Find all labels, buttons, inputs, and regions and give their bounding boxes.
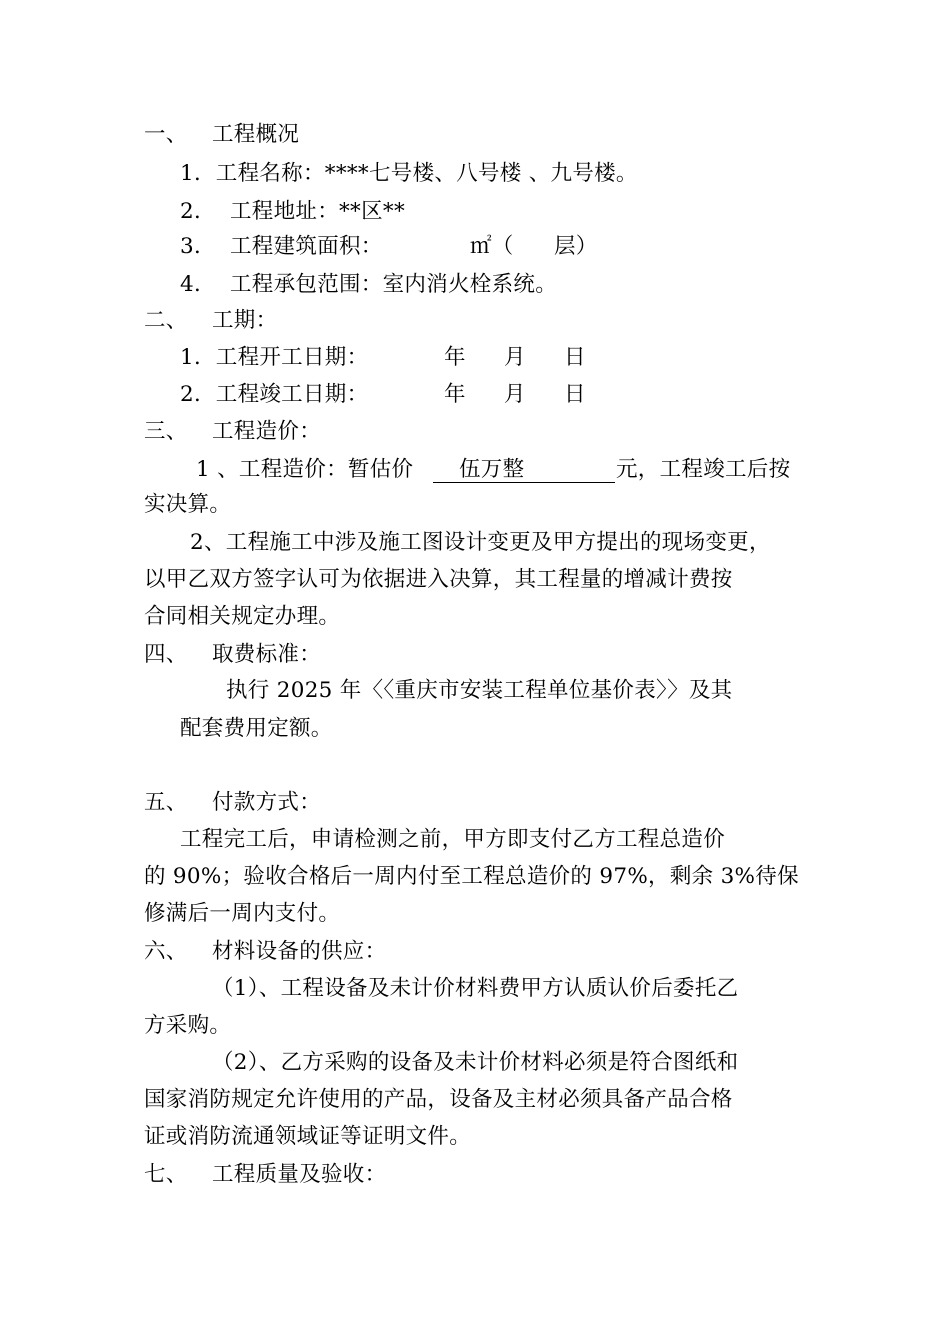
payment-line-2: 的 90%；验收合格后一周内付至工程总造价的 97%，剩余 3%待保 [144, 864, 799, 889]
section-1-heading: 工程概况 [212, 122, 300, 147]
section-7-heading: 工程质量及验收： [212, 1162, 387, 1187]
project-scope-line: 工程承包范围：室内消火栓系统。 [230, 272, 558, 297]
fee-standard-line-2: 配套费用定额。 [180, 716, 333, 741]
payment-line-1: 工程完工后，申请检测之前，甲方即支付乙方工程总造价 [180, 827, 726, 852]
project-area-label: 工程建筑面积： [230, 234, 383, 259]
section-3-number: 三、 [144, 419, 188, 444]
section-7-number: 七、 [144, 1162, 188, 1187]
supply-item-1-line-2: 方采购。 [144, 1013, 232, 1038]
project-address-number: 2． [180, 199, 216, 224]
section-4-heading: 取费标准： [212, 642, 322, 667]
payment-line-3: 修满后一周内支付。 [144, 901, 341, 926]
price-line-suffix: 元，工程竣工后按 [616, 457, 791, 482]
section-1-number: 一、 [144, 122, 188, 147]
change-paragraph-line-1: 2、工程施工中涉及施工图设计变更及甲方提出的现场变更， [190, 530, 771, 555]
fee-standard-line-1: 执行 2025 年〈〈重庆市安装工程单位基价表〉〉及其 [226, 678, 733, 703]
end-date-label: 2．工程竣工日期： [180, 382, 369, 407]
end-date-month: 月 [504, 382, 526, 407]
price-line-2: 实决算。 [144, 492, 232, 517]
project-area-floors: 层） [554, 234, 598, 259]
supply-item-2-line-1: （2）、乙方采购的设备及未计价材料必须是符合图纸和 [212, 1050, 739, 1075]
project-address-line: 工程地址：**区** [230, 199, 406, 224]
end-date-year: 年 [444, 382, 466, 407]
section-2-number: 二、 [144, 308, 188, 333]
section-2-heading: 工期： [212, 308, 278, 333]
section-6-number: 六、 [144, 939, 188, 964]
project-area-number: 3． [180, 234, 216, 259]
project-area-unit: ㎡（ [470, 234, 514, 259]
start-date-day: 日 [564, 345, 586, 370]
change-paragraph-line-3: 合同相关规定办理。 [144, 604, 341, 629]
supply-item-2-line-3: 证或消防流通领域证等证明文件。 [144, 1124, 472, 1149]
project-name-line: 1．工程名称：****七号楼、八号楼 、九号楼。 [180, 161, 638, 186]
project-scope-number: 4． [180, 272, 216, 297]
change-paragraph-line-2: 以甲乙双方签字认可为依据进入决算，其工程量的增减计费按 [144, 567, 733, 592]
section-5-number: 五、 [144, 790, 188, 815]
start-date-label: 1．工程开工日期： [180, 345, 369, 370]
section-6-heading: 材料设备的供应： [212, 939, 387, 964]
start-date-month: 月 [504, 345, 526, 370]
section-4-number: 四、 [144, 642, 188, 667]
supply-item-2-line-2: 国家消防规定允许使用的产品，设备及主材必须具备产品合格 [144, 1087, 733, 1112]
section-5-heading: 付款方式： [212, 790, 322, 815]
supply-item-1-line-1: （1）、工程设备及未计价材料费甲方认质认价后委托乙 [212, 976, 739, 1001]
price-amount: 伍万整 [433, 458, 615, 483]
section-3-heading: 工程造价： [212, 419, 322, 444]
price-amount-blank [433, 455, 615, 485]
start-date-year: 年 [444, 345, 466, 370]
end-date-day: 日 [564, 382, 586, 407]
price-line-prefix: 1 、工程造价：暂估价 [196, 457, 414, 482]
